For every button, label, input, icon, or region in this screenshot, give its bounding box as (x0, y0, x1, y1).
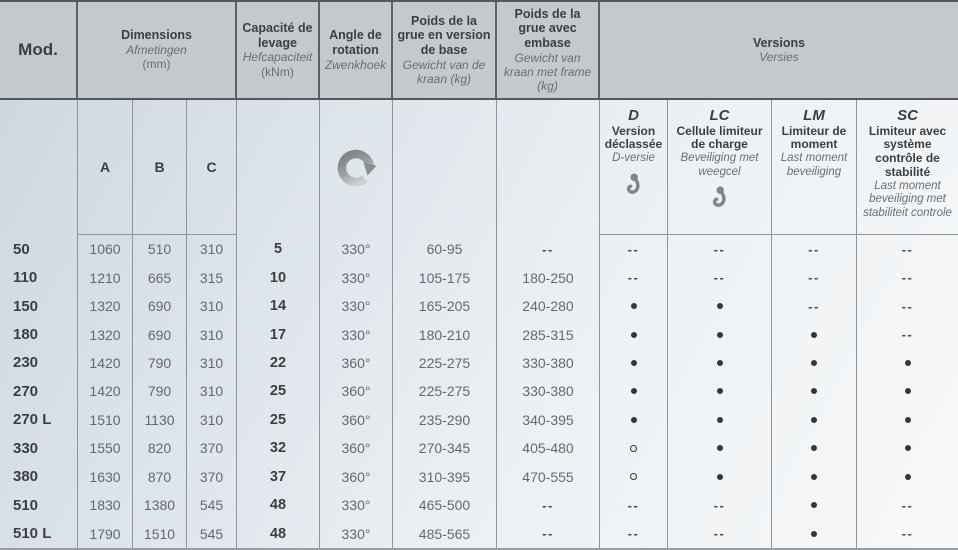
version-nl: Last moment beveiliging met stabiliteit controle (863, 179, 952, 219)
table-cell: 1790 (78, 519, 133, 547)
table-cell: 330° (320, 491, 393, 519)
subheader-spacer-mod (0, 100, 78, 235)
table-header (0, 0, 958, 100)
version-fr: Cellule limiteur de charge (676, 123, 763, 152)
table-cell (857, 434, 958, 462)
header-nl: Zwenkhoek (324, 57, 387, 72)
table-cell: 340-395 (497, 406, 600, 434)
table-cell: 22 (237, 349, 320, 377)
table-cell (772, 519, 857, 547)
table-cell: 1510 (78, 406, 133, 434)
header-nl: Hefcapaciteit (242, 50, 313, 65)
option-circle-marker (630, 445, 637, 452)
standard-dot-marker (631, 332, 637, 338)
table-cell: 360° (320, 349, 393, 377)
table-cell (772, 491, 857, 519)
table-cell: 330° (320, 235, 393, 263)
hook-icon (626, 173, 641, 197)
standard-dot-marker (811, 502, 817, 508)
table-cell: 180-250 (497, 263, 600, 291)
table-cell: -- (497, 491, 600, 519)
model-cell: 230 (0, 349, 78, 377)
header-nl: Versies (759, 50, 799, 65)
table-cell (772, 434, 857, 462)
hook-icon (712, 186, 727, 210)
version-header-lc (668, 100, 772, 235)
table-cell: -- (600, 263, 668, 291)
header-fr: Poids de la grue en version de base (397, 13, 491, 58)
rotation-arrow-icon (333, 145, 379, 191)
table-cell: 310 (187, 349, 237, 377)
table-cell: 14 (237, 292, 320, 320)
standard-dot-marker (631, 388, 637, 394)
table-cell: 1130 (133, 406, 187, 434)
table-cell: 270-345 (393, 434, 497, 462)
table-cell: -- (901, 241, 914, 257)
table-cell: 1210 (78, 263, 133, 291)
table-cell (668, 349, 772, 377)
table-cell: 665 (133, 263, 187, 291)
table-cell: 820 (133, 434, 187, 462)
table-cell: 485-565 (393, 519, 497, 547)
standard-dot-marker (811, 332, 817, 338)
column-header-a: A (78, 100, 133, 235)
table-cell: 315 (187, 263, 237, 291)
table-cell (600, 463, 668, 491)
table-cell: -- (772, 292, 857, 320)
model-cell: 330 (0, 434, 78, 462)
standard-dot-marker (631, 303, 637, 309)
table-cell: 360° (320, 377, 393, 405)
table-cell: -- (497, 519, 600, 547)
table-cell: 330° (320, 263, 393, 291)
table-cell: 1380 (133, 491, 187, 519)
table-cell: 25 (237, 406, 320, 434)
model-cell: 150 (0, 292, 78, 320)
table-cell: 1630 (78, 463, 133, 491)
table-cell (857, 377, 958, 405)
version-fr: Limiteur avec système contrôle de stabilité (868, 123, 947, 179)
table-cell: -- (497, 235, 600, 263)
version-fr: Version déclassée (604, 123, 663, 152)
table-cell (668, 377, 772, 405)
table-cell: 285-315 (497, 320, 600, 348)
table-cell: 690 (133, 320, 187, 348)
table-cell: 105-175 (393, 263, 497, 291)
column-header-dimensions (78, 2, 237, 98)
subheader-spacer-weight-base (393, 100, 497, 235)
table-cell (772, 377, 857, 405)
version-code: D (628, 107, 639, 124)
table-cell: 510 (133, 235, 187, 263)
table-cell: 330° (320, 292, 393, 320)
subheader-spacer-capacity (237, 100, 320, 235)
table-cell (772, 320, 857, 348)
table-cell: 240-280 (497, 292, 600, 320)
header-fr: Angle de rotation (329, 28, 382, 57)
version-header-d (600, 100, 668, 235)
column-header-capacity (237, 2, 320, 98)
model-cell: 50 (0, 235, 78, 263)
option-circle-marker (630, 473, 637, 480)
table-cell: 370 (187, 434, 237, 462)
model-cell: 270 L (0, 406, 78, 434)
standard-dot-marker (717, 332, 723, 338)
model-cell: 180 (0, 320, 78, 348)
table-cell: 465-500 (393, 491, 497, 519)
table-cell: -- (772, 263, 857, 291)
table-cell: 165-205 (393, 292, 497, 320)
table-cell (600, 320, 668, 348)
table-cell: 25 (237, 377, 320, 405)
table-cell: 690 (133, 292, 187, 320)
standard-dot-marker (811, 360, 817, 366)
table-cell: 330° (320, 519, 393, 547)
table-cell: 1830 (78, 491, 133, 519)
table-cell (600, 292, 668, 320)
version-fr: Limiteur de moment (781, 123, 847, 152)
table-cell: 1510 (133, 519, 187, 547)
header-nl: Gewicht van de kraan (kg) (402, 57, 486, 87)
table-cell: 310 (187, 320, 237, 348)
table-cell (600, 349, 668, 377)
table-cell: 545 (187, 491, 237, 519)
standard-dot-marker (631, 417, 637, 423)
table-cell: 405-480 (497, 434, 600, 462)
table-cell: 545 (187, 519, 237, 547)
table-cell (668, 434, 772, 462)
column-header-weight-base (393, 2, 497, 98)
version-header-lm (772, 100, 857, 235)
table-cell: -- (901, 497, 914, 513)
standard-dot-marker (717, 360, 723, 366)
standard-dot-marker (905, 474, 911, 480)
header-fr: Poids de la grue avec embase (514, 6, 581, 51)
table-cell: 48 (237, 519, 320, 547)
standard-dot-marker (631, 360, 637, 366)
table-cell: 1320 (78, 320, 133, 348)
table-cell: 1550 (78, 434, 133, 462)
table-cell (668, 463, 772, 491)
table-cell: 235-290 (393, 406, 497, 434)
table-cell: 370 (187, 463, 237, 491)
version-code: LM (803, 107, 825, 124)
table-cell: -- (901, 270, 914, 286)
version-code: LC (709, 107, 730, 124)
table-subheader (0, 100, 958, 235)
header-nl: Afmetingen (126, 43, 187, 58)
column-header-c: C (187, 100, 237, 235)
version-nl: Last moment beveiliging (780, 152, 848, 178)
table-cell: 225-275 (393, 349, 497, 377)
header-fr: Capacité de levage (242, 20, 313, 50)
table-cell (772, 349, 857, 377)
version-nl: Beveiliging met weegcel (680, 152, 759, 178)
model-cell: 510 (0, 491, 78, 519)
table-cell: 5 (237, 235, 320, 263)
header-nl: Gewicht van kraan met frame (kg) (503, 50, 592, 94)
model-cell: 110 (0, 263, 78, 291)
version-header-sc (857, 100, 958, 235)
version-code: SC (897, 107, 918, 124)
table-cell: 790 (133, 349, 187, 377)
model-cell: 270 (0, 377, 78, 405)
standard-dot-marker (905, 360, 911, 366)
table-cell: 10 (237, 263, 320, 291)
standard-dot-marker (905, 388, 911, 394)
table-cell: -- (600, 235, 668, 263)
table-cell: 310 (187, 406, 237, 434)
table-cell: 1060 (78, 235, 133, 263)
table-cell (668, 406, 772, 434)
table-cell: 310-395 (393, 463, 497, 491)
table-cell: -- (901, 298, 914, 314)
table-cell: -- (772, 235, 857, 263)
model-cell: 380 (0, 463, 78, 491)
column-header-versions (600, 2, 958, 98)
standard-dot-marker (717, 474, 723, 480)
standard-dot-marker (811, 474, 817, 480)
table-cell: 60-95 (393, 235, 497, 263)
table-cell: 330-380 (497, 349, 600, 377)
table-cell: 330-380 (497, 377, 600, 405)
column-header-rotation (320, 2, 393, 98)
column-header-mod (0, 2, 78, 98)
table-cell: 1420 (78, 349, 133, 377)
table-cell: -- (668, 263, 772, 291)
table-cell: -- (901, 526, 914, 542)
table-cell (668, 292, 772, 320)
table-cell (857, 463, 958, 491)
table-cell (857, 406, 958, 434)
header-fr: Versions (752, 35, 806, 50)
standard-dot-marker (905, 417, 911, 423)
table-cell: 48 (237, 491, 320, 519)
table-cell: -- (901, 327, 914, 343)
table-cell: 180-210 (393, 320, 497, 348)
standard-dot-marker (717, 445, 723, 451)
table-cell (772, 463, 857, 491)
standard-dot-marker (717, 303, 723, 309)
table-cell (600, 377, 668, 405)
table-cell (600, 434, 668, 462)
mod-label: Mod. (18, 40, 58, 59)
table-cell: -- (668, 491, 772, 519)
table-cell: -- (668, 519, 772, 547)
header-unit: (mm) (142, 57, 171, 72)
table-cell (600, 406, 668, 434)
table-cell: 790 (133, 377, 187, 405)
table-cell: 17 (237, 320, 320, 348)
standard-dot-marker (811, 417, 817, 423)
table-cell: 225-275 (393, 377, 497, 405)
table-cell: 870 (133, 463, 187, 491)
table-cell: 32 (237, 434, 320, 462)
standard-dot-marker (717, 417, 723, 423)
table-cell: 310 (187, 377, 237, 405)
table-cell (857, 349, 958, 377)
standard-dot-marker (811, 445, 817, 451)
table-cell: 360° (320, 406, 393, 434)
table-cell: 330° (320, 320, 393, 348)
table-cell: 470-555 (497, 463, 600, 491)
table-cell: -- (600, 519, 668, 547)
subheader-rotation (320, 100, 393, 235)
version-nl: D-versie (612, 152, 655, 165)
table-body (0, 235, 958, 550)
table-cell (772, 406, 857, 434)
standard-dot-marker (811, 531, 817, 537)
model-cell: 510 L (0, 519, 78, 547)
column-header-b: B (133, 100, 187, 235)
standard-dot-marker (811, 388, 817, 394)
table-cell (668, 320, 772, 348)
table-cell: 310 (187, 235, 237, 263)
standard-dot-marker (905, 445, 911, 451)
column-header-weight-frame (497, 2, 600, 98)
header-unit: (kNm) (261, 64, 294, 79)
table-cell: 1320 (78, 292, 133, 320)
table-cell: -- (668, 235, 772, 263)
subheader-spacer-weight-frame (497, 100, 600, 235)
table-cell: 310 (187, 292, 237, 320)
table-cell: -- (600, 491, 668, 519)
standard-dot-marker (717, 388, 723, 394)
table-cell: 360° (320, 463, 393, 491)
table-cell: 37 (237, 463, 320, 491)
table-cell: 1420 (78, 377, 133, 405)
header-fr: Dimensions (121, 28, 192, 43)
table-cell: 360° (320, 434, 393, 462)
